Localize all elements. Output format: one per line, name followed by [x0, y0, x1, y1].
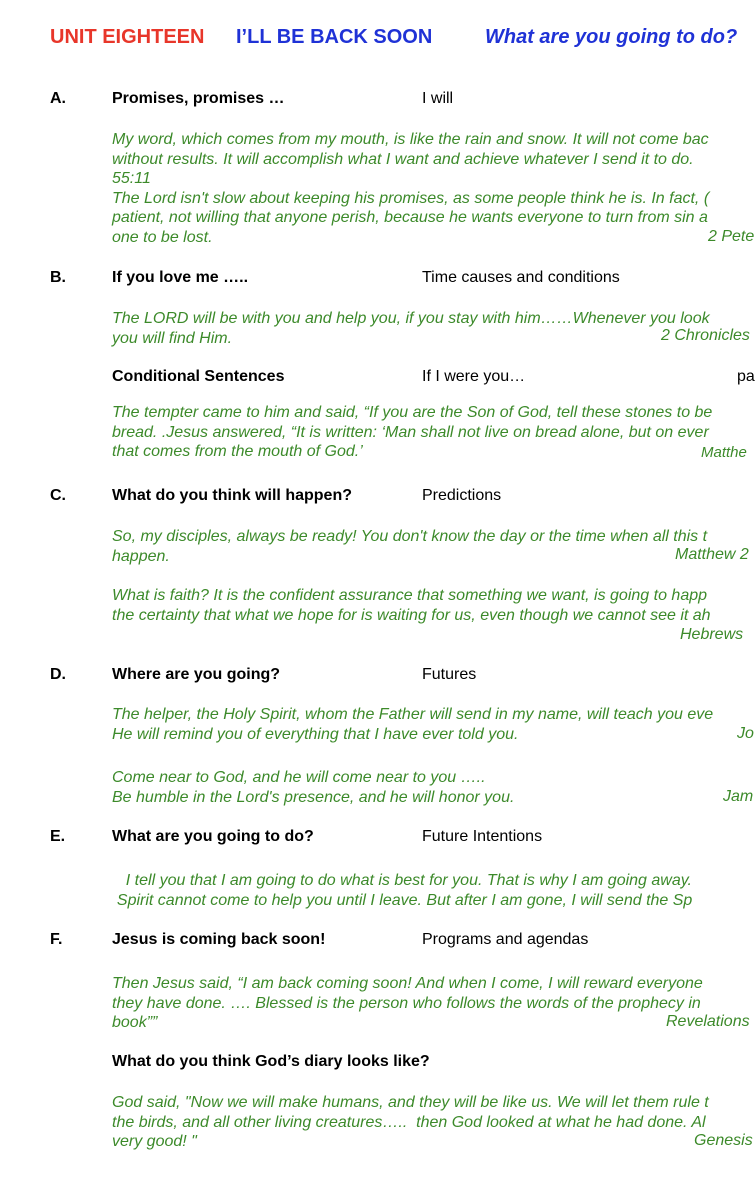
section-e-topic: Future Intentions [422, 828, 543, 845]
section-f-quote [112, 974, 703, 1033]
quote-line: Then Jesus said, “I am back coming soon! And when I come, I will reward everyone [112, 975, 703, 992]
quote-line: The LORD will be with you and help you, if you stay with him……Whenever you look [112, 310, 710, 327]
quote-line: He will remind you of everything that I have ever told you. [112, 725, 519, 743]
quote-line: the certainty that what we hope for is waiting for us, even though we cannot see it ah [112, 606, 711, 624]
section-f-topic: Programs and agendas [422, 931, 589, 948]
section-c-letter: C. [50, 487, 66, 504]
quote-line: Be humble in the Lord's presence, and he will honor you. [112, 788, 515, 806]
quote-line: Come near to God, and he will come near to you ….. [112, 769, 486, 786]
quote-line: What is faith? It is the confident assurance that something we want, is going to happ [112, 587, 708, 604]
section-f-reference-2: Genesis [694, 1132, 753, 1149]
section-e-quote [108, 871, 692, 910]
section-c-topic: Predictions [422, 487, 502, 504]
quote-line: that comes from the mouth of God.’ [112, 443, 363, 460]
quote-line: they have done. …. Blessed is the person who follows the words of the prophecy in [112, 994, 701, 1012]
section-f-letter: F. [50, 931, 63, 948]
quote-line: bread. .Jesus answered, “It is written: ‘Man shall not live on bread alone, but on ever [112, 423, 709, 441]
section-b-topic: Time causes and conditions [422, 269, 620, 286]
unit-question: What are you going to do? [485, 26, 738, 48]
quote-line: you will find Him. [112, 329, 233, 347]
unit-label: UNIT EIGHTEEN [50, 26, 205, 48]
section-b-subtopic-extra: pa [737, 368, 755, 385]
section-d-topic: Futures [422, 666, 477, 683]
section-c-quote-2 [112, 586, 711, 625]
quote-line: one to be lost. [112, 228, 213, 246]
section-c-quote [112, 527, 707, 566]
quote-line: the birds, and all other living creatures….. then God looked at what he had done. Al [112, 1113, 706, 1131]
quote-line: God said, "Now we will make humans, and they will be like us. We will let them rule t [112, 1094, 709, 1111]
section-d-heading: Where are you going? [112, 666, 281, 683]
quote-line: very good! " [112, 1133, 197, 1150]
section-b-letter: B. [50, 269, 66, 286]
section-a-heading: Promises, promises … [112, 90, 285, 107]
section-c-reference-2: Hebrews [680, 626, 744, 643]
quote-line: happen. [112, 547, 170, 565]
section-b-quote-2 [112, 403, 712, 462]
section-f-subheading: What do you think God’s diary looks like? [112, 1053, 430, 1070]
section-b-heading: If you love me ….. [112, 269, 249, 286]
section-b-subtopic: If I were you… [422, 368, 526, 385]
quote-line: My word, which comes from my mouth, is like the rain and snow. It will not come bac [112, 131, 709, 148]
unit-title: I’LL BE BACK SOON [236, 26, 433, 48]
section-e-heading: What are you going to do? [112, 828, 314, 845]
quote-line: 55:11 [112, 170, 151, 187]
section-d-letter: D. [50, 666, 66, 683]
section-d-quote [112, 705, 713, 744]
section-c-reference: Matthew 2 [675, 546, 749, 563]
quote-line: The helper, the Holy Spirit, whom the Father will send in my name, will teach you eve [112, 706, 714, 723]
section-b-subheading: Conditional Sentences [112, 368, 285, 385]
quote-line: The tempter came to him and said, “If you are the Son of God, tell these stones to be [112, 404, 713, 421]
section-a-topic: I will [422, 90, 454, 107]
quote-line: Spirit cannot come to help you until I leave. But after I am gone, I will send the Sp [108, 891, 693, 909]
section-c-heading: What do you think will happen? [112, 487, 352, 504]
section-f-heading: Jesus is coming back soon! [112, 931, 326, 948]
section-b-quote [112, 309, 710, 348]
section-b-reference: 2 Chronicles [661, 327, 750, 344]
section-a-letter: A. [50, 90, 66, 107]
section-b-reference-2: Matthe [701, 444, 747, 461]
section-d-reference-2: Jam [723, 788, 754, 805]
section-d-quote-2 [112, 768, 514, 807]
quote-line: The Lord isn't slow about keeping his promises, as some people think he is. In fact, ( [112, 189, 710, 207]
section-a-quote [112, 130, 709, 247]
section-f-reference: Revelations [666, 1013, 750, 1030]
section-a-reference: 2 Pete [708, 228, 755, 245]
quote-line: So, my disciples, always be ready! You don't know the day or the time when all this t [112, 528, 708, 545]
section-f-quote-2 [112, 1093, 709, 1152]
quote-line: book”” [112, 1014, 158, 1031]
section-e-letter: E. [50, 828, 66, 845]
section-d-reference: Jo [737, 725, 754, 742]
quote-line: patient, not willing that anyone perish, because he wants everyone to turn from sin a [112, 209, 708, 226]
quote-line: I tell you that I am going to do what is best for you. That is why I am going away. [108, 872, 692, 889]
quote-line: without results. It will accomplish what I want and achieve whatever I send it to do. [112, 150, 694, 168]
